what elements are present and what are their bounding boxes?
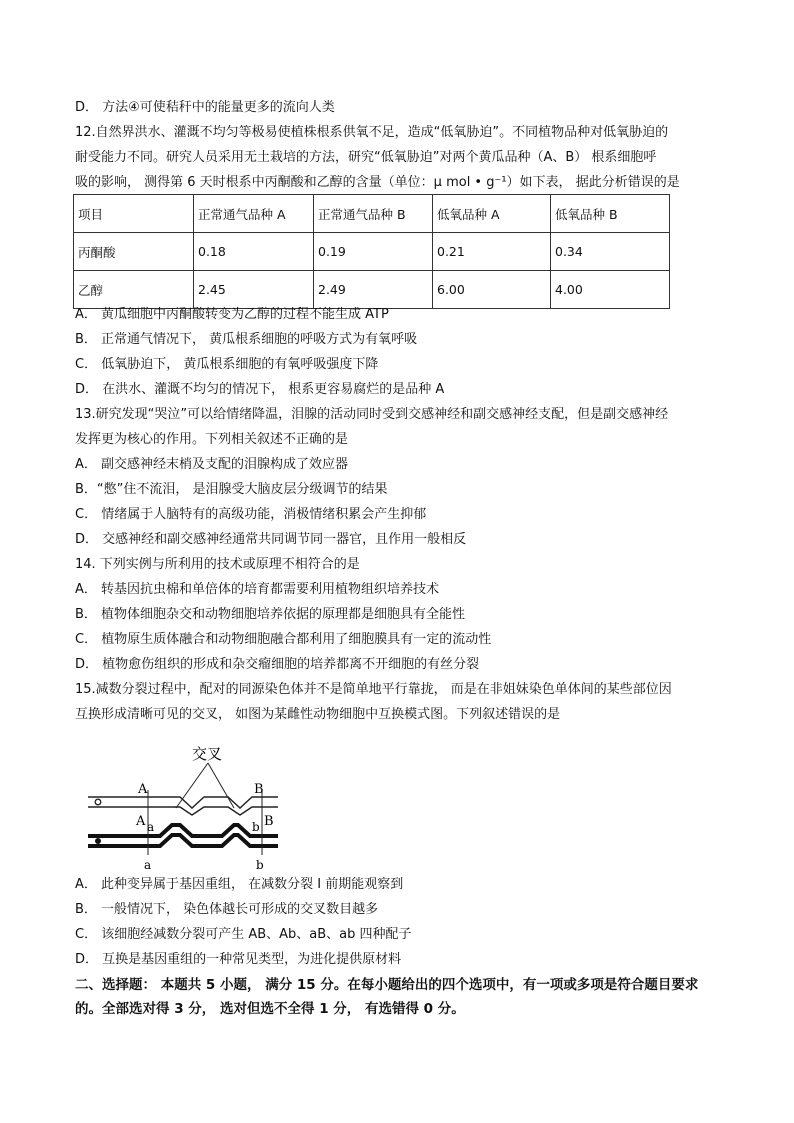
upper-centromere xyxy=(95,799,101,805)
cross-pointer-left xyxy=(176,763,208,808)
q15-option-c: C． 该细胞经减数分裂可产生 AB、Ab、aB、ab 四种配子 xyxy=(75,927,412,942)
crossover-diagram xyxy=(80,735,290,875)
gene-label-a-lower: a xyxy=(144,858,152,872)
q11-option-d: D． 方法④可使秸秆中的能量更多的流向人类 xyxy=(75,100,335,115)
table-cell: 乙醇 xyxy=(74,271,194,309)
gene-label-B-lower: B xyxy=(264,814,274,829)
q13-stem-line-2: 发挥更为核心的作用。下列相关叙述不正确的是 xyxy=(75,432,349,447)
gene-label-a-upper: a xyxy=(147,820,155,834)
q13-option-b: B．“憋”住不流泪， 是泪腺受大脑皮层分级调节的结果 xyxy=(75,482,388,497)
q15-stem-line-2: 互换形成清晰可见的交叉， 如图为某雌性动物细胞中互换模式图。下列叙述错误的是 xyxy=(75,707,561,722)
table-row xyxy=(74,233,670,271)
section-2-heading: 二、选择题： 本题共 5 小题， 满分 15 分。在每小题给出的四个选项中，有一项或多项是符合题目要求的。全部选对得 3 分， 选对但选不全得 1 分， 有选错得 0 分。 xyxy=(75,977,699,1017)
q14-option-b: B． 植物体细胞杂交和动物细胞培养依据的原理都是细胞具有全能性 xyxy=(75,607,466,622)
q12-data-table xyxy=(73,194,670,309)
q15-option-b: B． 一般情况下， 染色体越长可形成的交叉数目越多 xyxy=(75,902,379,917)
q14-option-c: C． 植物原生质体融合和动物细胞融合都利用了细胞膜具有一定的流动性 xyxy=(75,632,492,647)
table-cell: 2.45 xyxy=(194,271,314,309)
table-cell: 0.18 xyxy=(194,233,314,271)
q13-option-d: D． 交感神经和副交感神经通常共同调节同一器官，且作用一般相反 xyxy=(75,532,467,547)
q14-option-a: A． 转基因抗虫棉和单倍体的培育都需要利用植物组织培养技术 xyxy=(75,582,440,597)
table-header-cell: 低氧品种 A xyxy=(433,195,551,233)
q14-stem: 14. 下列实例与所利用的技术或原理不相符合的是 xyxy=(75,557,360,572)
gene-label-A-upper: A xyxy=(138,782,148,797)
lower-centromere xyxy=(95,838,101,844)
q12-option-b: B． 正常通气情况下， 黄瓜根系细胞的呼吸方式为有氧呼吸 xyxy=(75,332,418,347)
q12-option-a: A． 黄瓜细胞中丙酮酸转变为乙醇的过程不能生成 ATP xyxy=(75,307,389,322)
cross-pointer-right xyxy=(208,763,234,808)
table-header-cell: 项目 xyxy=(74,195,194,233)
q12-stem-line-1: 12.自然界洪水、灌溉不均匀等极易使植株根系供氧不足，造成“低氧胁迫”。不同植物品种对低氧胁迫的 xyxy=(75,125,669,140)
table-header-cell: 正常通气品种 A xyxy=(194,195,314,233)
table-cell: 0.34 xyxy=(551,233,670,271)
gene-label-B-upper: B xyxy=(254,782,264,797)
gene-label-b-upper: b xyxy=(252,820,260,834)
q15-stem-line-1: 15.减数分裂过程中，配对的同源染色体并不是简单地平行靠拢， 而是在非姐妹染色单体间的某些部位因 xyxy=(75,682,672,697)
table-header-row xyxy=(74,195,670,233)
q14-option-d: D． 植物愈伤组织的形成和杂交瘤细胞的培养都离不开细胞的有丝分裂 xyxy=(75,657,480,672)
q12-option-d: D． 在洪水、灌溉不均匀的情况下， 根系更容易腐烂的是品种 A xyxy=(75,382,445,397)
q13-stem-line-1: 13.研究发现“哭泣”可以给情绪降温，泪腺的活动同时受到交感神经和副交感神经支配，但是副交感神经 xyxy=(75,407,669,422)
table-cell: 丙酮酸 xyxy=(74,233,194,271)
q12-option-c: C． 低氧胁迫下， 黄瓜根系细胞的有氧呼吸强度下降 xyxy=(75,357,379,372)
table-cell: 6.00 xyxy=(433,271,551,309)
q13-option-a: A． 副交感神经末梢及支配的泪腺构成了效应器 xyxy=(75,457,349,472)
table-cell: 0.21 xyxy=(433,233,551,271)
cross-label: 交叉 xyxy=(192,745,223,763)
q13-option-c: C． 情绪属于人脑特有的高级功能，消极情绪积累会产生抑郁 xyxy=(75,507,427,522)
q12-stem-line-3: 吸的影响， 测得第 6 天时根系中丙酮酸和乙醇的含量（单位：μ mol • g⁻¹）如下表， 据此分析错误的是 xyxy=(75,175,680,190)
table-cell: 0.19 xyxy=(314,233,433,271)
table-row xyxy=(74,271,670,309)
q12-stem-line-2: 耐受能力不同。研究人员采用无土栽培的方法，研究“低氧胁迫”对两个黄瓜品种（A、B） 根系细胞呼 xyxy=(75,150,657,165)
gene-label-A-lower: A xyxy=(136,814,146,829)
table-cell: 2.49 xyxy=(314,271,433,309)
table-cell: 4.00 xyxy=(551,271,670,309)
lower-chromatid-1 xyxy=(88,825,278,836)
table-header-cell: 正常通气品种 B xyxy=(314,195,433,233)
gene-label-b-lower: b xyxy=(256,858,264,872)
q15-option-a: A． 此种变异属于基因重组， 在减数分裂 I 前期能观察到 xyxy=(75,877,404,892)
table-header-cell: 低氧品种 B xyxy=(551,195,670,233)
upper-chromatid-2 xyxy=(88,807,278,815)
q15-option-d: D． 互换是基因重组的一种常见类型，为进化提供原材料 xyxy=(75,952,402,967)
